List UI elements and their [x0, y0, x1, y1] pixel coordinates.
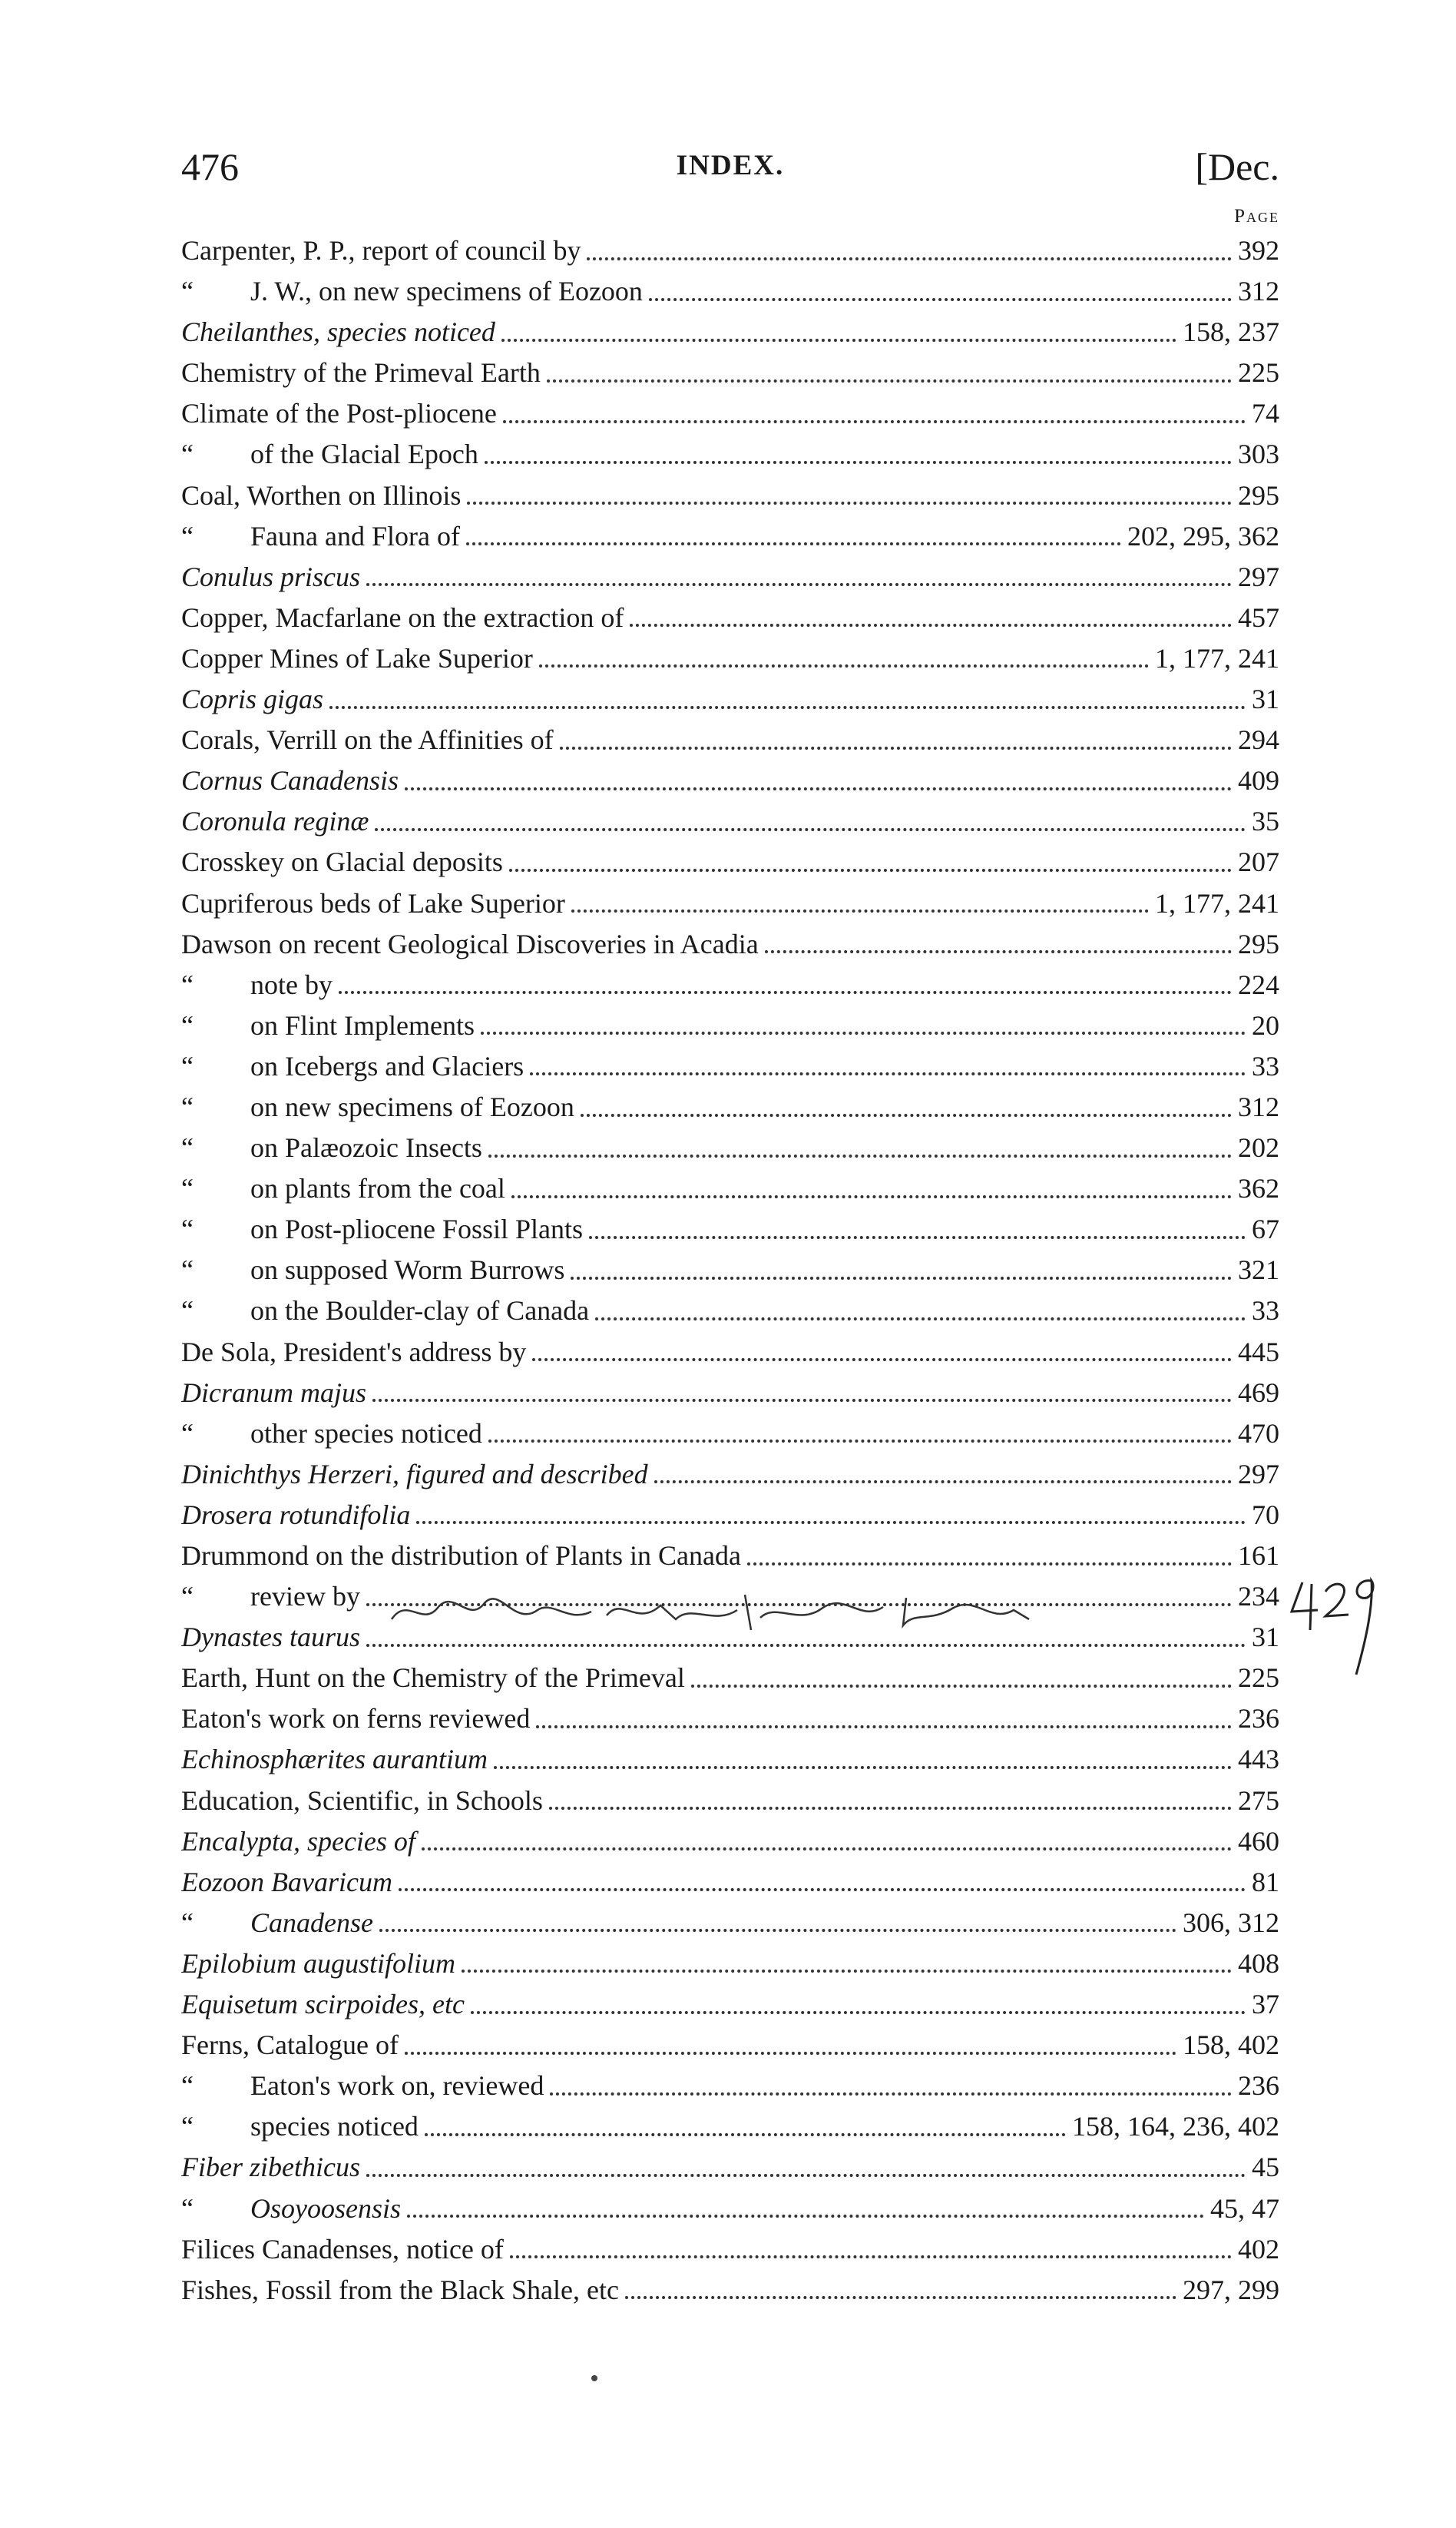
entry-term: on Flint Implements	[250, 1009, 475, 1041]
entry-term: Filices Canadenses, notice of	[181, 2233, 504, 2265]
index-entry	[181, 720, 1279, 760]
index-entry	[181, 393, 1279, 434]
dot-leader	[571, 909, 1149, 913]
entry-term: Epilobium augustifolium	[181, 1947, 456, 1979]
dot-leader	[422, 1847, 1232, 1850]
index-entry	[181, 2106, 1279, 2147]
index-entry	[181, 1168, 1279, 1209]
entry-term: Dynastes taurus	[181, 1622, 360, 1653]
entry-pages: 303	[1238, 439, 1279, 470]
entry-pages: 392	[1238, 235, 1279, 266]
index-entry	[181, 557, 1279, 598]
entry-term: other species noticed	[250, 1417, 482, 1449]
index-entry	[181, 1413, 1279, 1454]
dot-leader	[488, 1440, 1232, 1443]
index-entry	[181, 679, 1279, 720]
entry-term: Dinichthys Herzeri, figured and described	[181, 1458, 648, 1489]
entry-term: Cheilanthes, species noticed	[181, 316, 495, 348]
index-entry	[181, 230, 1279, 271]
index-entry	[181, 1128, 1279, 1168]
entry-pages: 443	[1238, 1744, 1279, 1775]
running-title: INDEX.	[676, 150, 785, 181]
dot-leader	[532, 1358, 1232, 1361]
entry-pages: 297, 299	[1183, 2274, 1279, 2305]
index-entry	[181, 1658, 1279, 1698]
entry-term: Copper Mines of Lake Superior	[181, 642, 533, 674]
entry-term: J. W., on new specimens of Eozoon	[250, 276, 643, 307]
dot-leader	[366, 583, 1232, 586]
page-header	[181, 144, 1279, 198]
dot-leader	[407, 2215, 1204, 2218]
dot-leader	[595, 1317, 1246, 1320]
entry-pages: 158, 402	[1183, 2029, 1279, 2061]
entry-pages: 295	[1238, 928, 1279, 959]
index-entry	[181, 2188, 1279, 2229]
entry-term: Corals, Verrill on the Affinities of	[181, 724, 554, 756]
dot-leader	[366, 1644, 1246, 1647]
entry-term: species noticed	[250, 2111, 419, 2142]
dot-leader	[405, 2052, 1176, 2055]
entry-pages: 45, 47	[1210, 2192, 1279, 2224]
entry-pages: 207	[1238, 847, 1279, 878]
entry-pages: 321	[1238, 1254, 1279, 1286]
ditto-mark: “	[181, 1173, 194, 1204]
entry-term: Climate of the Post-pliocene	[181, 398, 497, 429]
entry-pages: 236	[1238, 1703, 1279, 1734]
entry-term: Dicranum majus	[181, 1377, 366, 1408]
ditto-mark: “	[181, 439, 194, 470]
ditto-mark: “	[181, 1214, 194, 1245]
dot-leader	[510, 2255, 1232, 2258]
index-entry	[181, 1781, 1279, 1821]
index-entry	[181, 598, 1279, 638]
dot-leader	[589, 1236, 1246, 1239]
entry-pages: 294	[1238, 724, 1279, 756]
entry-pages: 236	[1238, 2070, 1279, 2102]
dot-leader	[462, 1970, 1232, 1973]
entry-term: on Palæozoic Insects	[250, 1132, 482, 1164]
entry-pages: 402	[1238, 2233, 1279, 2265]
ditto-mark: “	[181, 1254, 194, 1286]
entry-term: on the Boulder-clay of Canada	[250, 1295, 590, 1327]
entry-term: Ferns, Catalogue of	[181, 2029, 399, 2061]
entry-term: Copris gigas	[181, 684, 324, 715]
dot-leader	[765, 950, 1232, 953]
entry-pages: 224	[1238, 969, 1279, 1000]
index-entry	[181, 1903, 1279, 1943]
entry-term: Cupriferous beds of Lake Superior	[181, 887, 565, 919]
index-entry	[181, 353, 1279, 393]
entry-term: Carpenter, P. P., report of council by	[181, 235, 581, 266]
entry-term: Fishes, Fossil from the Black Shale, etc	[181, 2274, 619, 2305]
index-entry	[181, 516, 1279, 557]
entry-term: Eozoon Bavaricum	[181, 1866, 392, 1897]
dot-leader	[560, 747, 1232, 750]
ditto-mark: “	[181, 1295, 194, 1327]
entry-term: Earth, Hunt on the Chemistry of the Primeval	[181, 1662, 685, 1694]
dot-leader	[654, 1480, 1232, 1483]
entry-term: Canadense	[250, 1907, 373, 1938]
dot-leader	[488, 1155, 1232, 1158]
dot-leader	[329, 706, 1246, 709]
ditto-mark: “	[181, 1050, 194, 1082]
entry-pages: 37	[1252, 1989, 1279, 2020]
index-entry	[181, 638, 1279, 679]
entry-term: Crosskey on Glacial deposits	[181, 847, 503, 878]
entry-term: Education, Scientific, in Schools	[181, 1784, 543, 1816]
entry-term: Conulus priscus	[181, 561, 361, 592]
index-entry	[181, 760, 1279, 801]
ditto-mark: “	[181, 520, 194, 552]
index-entry	[181, 271, 1279, 312]
entry-pages: 70	[1252, 1499, 1279, 1530]
entry-pages: 33	[1252, 1295, 1279, 1327]
dot-leader	[399, 1888, 1246, 1891]
ditto-mark: “	[181, 1091, 194, 1122]
entry-pages: 158, 164, 236, 402	[1072, 2111, 1279, 2142]
index-entry	[181, 842, 1279, 883]
dot-leader	[530, 1072, 1246, 1075]
entry-term: Coronula reginæ	[181, 806, 369, 837]
entry-term: Fiber zibethicus	[181, 2152, 360, 2183]
dot-leader	[372, 1399, 1232, 1402]
dot-leader	[511, 1195, 1232, 1198]
entry-term: Eaton's work on, reviewed	[250, 2070, 544, 2102]
index-entry	[181, 312, 1279, 353]
entry-pages: 81	[1252, 1866, 1279, 1897]
entry-term: Eaton's work on ferns reviewed	[181, 1703, 531, 1734]
entry-pages: 225	[1238, 357, 1279, 389]
entry-pages: 445	[1238, 1336, 1279, 1367]
dot-leader	[494, 1766, 1232, 1769]
dot-leader	[747, 1562, 1232, 1566]
dot-leader	[630, 624, 1232, 627]
page-bottom-dot	[591, 2375, 597, 2381]
dot-leader	[581, 1114, 1232, 1117]
entry-pages: 312	[1238, 1091, 1279, 1122]
dot-leader	[539, 664, 1149, 668]
entry-term: Drummond on the distribution of Plants in Canada	[181, 1540, 741, 1571]
entry-pages: 31	[1252, 684, 1279, 715]
entry-pages: 1, 177, 241	[1155, 642, 1279, 674]
entry-pages: 460	[1238, 1825, 1279, 1857]
entry-term: review by	[250, 1581, 360, 1612]
margin-note-handwritten-429	[1287, 1575, 1379, 1682]
index-entry	[181, 1698, 1279, 1739]
index-entry	[181, 434, 1279, 475]
entry-pages: 45	[1252, 2152, 1279, 2183]
dot-leader	[366, 2174, 1246, 2177]
index-entry	[181, 1209, 1279, 1250]
entry-term: Copper, Macfarlane on the extraction of	[181, 601, 624, 633]
page-column-heading: Page	[1234, 206, 1279, 227]
entry-term: of the Glacial Epoch	[250, 439, 478, 470]
entry-pages: 312	[1238, 276, 1279, 307]
entry-pages: 295	[1238, 479, 1279, 511]
entry-pages: 35	[1252, 806, 1279, 837]
ditto-mark: “	[181, 1581, 194, 1612]
entry-pages: 457	[1238, 601, 1279, 633]
dot-leader	[625, 2296, 1176, 2299]
entry-pages: 306, 312	[1183, 1907, 1279, 1938]
entry-term: Drosera rotundifolia	[181, 1499, 411, 1530]
ditto-mark: “	[181, 1009, 194, 1041]
entry-pages: 297	[1238, 561, 1279, 592]
handwritten-annotation-scrawl	[384, 1589, 1052, 1635]
dot-leader	[416, 1521, 1246, 1524]
dot-leader	[547, 379, 1232, 383]
index-entry	[181, 1454, 1279, 1495]
dot-leader	[509, 869, 1232, 872]
entry-pages: 275	[1238, 1784, 1279, 1816]
entry-pages: 409	[1238, 765, 1279, 797]
entry-term: Coal, Worthen on Illinois	[181, 479, 462, 511]
entry-term: on new specimens of Eozoon	[250, 1091, 574, 1122]
dot-leader	[550, 2092, 1232, 2096]
entry-pages: 1, 177, 241	[1155, 887, 1279, 919]
ditto-mark: “	[181, 1132, 194, 1164]
ditto-mark: “	[181, 2070, 194, 2102]
ditto-mark: “	[181, 1417, 194, 1449]
dot-leader	[375, 828, 1246, 831]
entry-pages: 234	[1238, 1581, 1279, 1612]
entry-term: on Post-pliocene Fossil Plants	[250, 1214, 584, 1245]
entry-term: on Icebergs and Glaciers	[250, 1050, 524, 1082]
index-entry	[181, 2066, 1279, 2106]
entry-term: note by	[250, 969, 333, 1000]
dot-leader	[481, 1032, 1246, 1035]
entry-term: Echinosphærites aurantium	[181, 1744, 488, 1775]
index-entry	[181, 2270, 1279, 2311]
entry-pages: 33	[1252, 1050, 1279, 1082]
entry-pages: 225	[1238, 1662, 1279, 1694]
index-entry	[181, 1862, 1279, 1903]
index-entry	[181, 1373, 1279, 1413]
index-entry	[181, 1087, 1279, 1128]
index-entry	[181, 1943, 1279, 1984]
entry-pages: 408	[1238, 1947, 1279, 1979]
dot-leader	[466, 542, 1121, 545]
entry-term: on plants from the coal	[250, 1173, 505, 1204]
index-entry	[181, 1332, 1279, 1373]
index-entry	[181, 1821, 1279, 1862]
entry-pages: 469	[1238, 1377, 1279, 1408]
dot-leader	[649, 298, 1232, 301]
entry-term: Fauna and Flora of	[250, 520, 460, 552]
index-entry	[181, 2025, 1279, 2066]
dot-leader	[536, 1725, 1232, 1728]
entry-pages: 362	[1238, 1173, 1279, 1204]
entry-pages: 158, 237	[1183, 316, 1279, 348]
entry-pages: 202	[1238, 1132, 1279, 1164]
ditto-mark: “	[181, 969, 194, 1000]
dot-leader	[501, 339, 1176, 342]
entry-pages: 161	[1238, 1540, 1279, 1571]
entry-term: Chemistry of the Primeval Earth	[181, 357, 541, 389]
dot-leader	[571, 1277, 1232, 1280]
index-entry	[181, 1495, 1279, 1536]
index-entry	[181, 1739, 1279, 1780]
entry-term: Encalypta, species of	[181, 1825, 415, 1857]
dot-leader	[503, 420, 1246, 423]
index-entry	[181, 1536, 1279, 1576]
entry-pages: 20	[1252, 1009, 1279, 1041]
ditto-mark: “	[181, 2111, 194, 2142]
entry-term: Equisetum scirpoides, etc	[181, 1989, 465, 2020]
entry-pages: 297	[1238, 1458, 1279, 1489]
ditto-mark: “	[181, 276, 194, 307]
dot-leader	[467, 502, 1232, 505]
entry-term: De Sola, President's address by	[181, 1336, 527, 1367]
index-entry	[181, 1291, 1279, 1331]
entry-pages: 31	[1252, 1622, 1279, 1653]
index-entry	[181, 883, 1279, 924]
dot-leader	[379, 1929, 1176, 1932]
entry-term: Osoyoosensis	[250, 2192, 401, 2224]
index-entry	[181, 965, 1279, 1006]
entry-term: on supposed Worm Burrows	[250, 1254, 565, 1286]
index-entry	[181, 1250, 1279, 1291]
index-entries	[181, 230, 1279, 2311]
index-entry	[181, 475, 1279, 516]
dot-leader	[425, 2133, 1066, 2136]
index-entry	[181, 1046, 1279, 1087]
dot-leader	[587, 257, 1232, 260]
ditto-mark: “	[181, 1907, 194, 1938]
index-entry	[181, 1984, 1279, 2025]
page-number: 476	[181, 145, 239, 188]
entry-term: Dawson on recent Geological Discoveries in Acadia	[181, 928, 759, 959]
index-entry	[181, 924, 1279, 965]
entry-pages: 67	[1252, 1214, 1279, 1245]
dot-leader	[339, 991, 1232, 994]
dot-leader	[549, 1807, 1232, 1810]
dot-leader	[691, 1685, 1232, 1688]
running-tag: [Dec.	[1195, 145, 1279, 188]
dot-leader	[471, 2011, 1246, 2014]
dot-leader	[405, 787, 1232, 790]
index-entry	[181, 801, 1279, 842]
entry-term: Cornus Canadensis	[181, 765, 399, 797]
index-entry	[181, 1006, 1279, 1046]
index-entry	[181, 2147, 1279, 2188]
dot-leader	[485, 461, 1232, 464]
entry-pages: 74	[1252, 398, 1279, 429]
ditto-mark: “	[181, 2192, 194, 2224]
entry-pages: 202, 295, 362	[1127, 520, 1279, 552]
index-entry	[181, 2229, 1279, 2270]
entry-pages: 470	[1238, 1417, 1279, 1449]
